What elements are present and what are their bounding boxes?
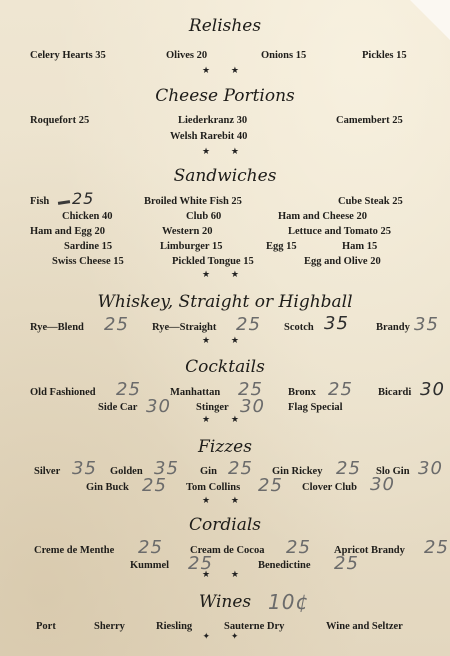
handwritten-price: 10¢ [268, 590, 310, 614]
heading-whiskey: Whiskey, Straight or Highball [97, 292, 353, 312]
heading-fizzes: Fizzes [198, 437, 252, 457]
handwritten-price: 25 [258, 475, 283, 496]
handwritten-price: 25 [336, 458, 361, 479]
handwritten-price: 30 [418, 458, 443, 479]
item-limburger: Limburger 15 [160, 241, 223, 252]
crossed-out-price [58, 200, 70, 205]
heading-cocktails: Cocktails [185, 357, 265, 377]
item-club: Club 60 [186, 211, 222, 222]
item-riesling: Riesling [156, 621, 193, 632]
item-benedictine: Benedictine [258, 560, 311, 571]
item-onions: Onions 15 [261, 50, 307, 61]
handwritten-price: 35 [324, 313, 349, 334]
heading-wines: Wines [198, 592, 252, 612]
item-fish: Fish [30, 196, 50, 207]
handwritten-price: 25 [138, 537, 163, 558]
item-swiss-cheese: Swiss Cheese 15 [52, 256, 124, 267]
divider-stars: ★ ★ [202, 415, 248, 425]
handwritten-price: 25 [104, 314, 129, 335]
item-olives: Olives 20 [166, 50, 208, 61]
handwritten-price: 30 [370, 474, 395, 495]
heading-sandwiches: Sandwiches [173, 166, 277, 186]
item-sherry: Sherry [94, 621, 125, 632]
item-western: Western 20 [162, 226, 213, 237]
item-wine-and-seltzer: Wine and Seltzer [326, 621, 403, 632]
handwritten-price: 35 [154, 458, 179, 479]
divider-stars: ✦ ✦ [202, 632, 248, 642]
item-flag-special: Flag Special [288, 402, 343, 413]
item-port: Port [36, 621, 56, 632]
item-roquefort: Roquefort 25 [30, 115, 90, 126]
item-lettuce-and-tomato: Lettuce and Tomato 25 [288, 226, 391, 237]
handwritten-price: 25 [142, 475, 167, 496]
handwritten-price: 25 [238, 379, 263, 400]
item-pickled-tongue: Pickled Tongue 15 [172, 256, 254, 267]
handwritten-price: 25 [328, 379, 353, 400]
item-bronx: Bronx [288, 387, 316, 398]
handwritten-price: 25 [72, 189, 95, 208]
item-rye-straight: Rye—Straight [152, 322, 217, 333]
divider-stars: ★ ★ [202, 147, 248, 157]
handwritten-price: 30 [240, 396, 265, 417]
item-sauterne-dry: Sauterne Dry [224, 621, 285, 632]
heading-relishes: Relishes [188, 16, 262, 36]
item-pickles: Pickles 15 [362, 50, 407, 61]
divider-stars: ★ ★ [202, 496, 248, 506]
handwritten-price: 25 [334, 553, 359, 574]
item-creme-de-menthe: Creme de Menthe [34, 545, 115, 556]
handwritten-price: 35 [414, 314, 439, 335]
handwritten-price: 30 [146, 396, 171, 417]
handwritten-price: 30 [420, 379, 445, 400]
divider-stars: ★ ★ [202, 570, 248, 580]
item-stinger: Stinger [196, 402, 229, 413]
item-silver: Silver [34, 466, 61, 477]
handwritten-price: 35 [72, 458, 97, 479]
handwritten-price: 25 [286, 537, 311, 558]
item-old-fashioned: Old Fashioned [30, 387, 96, 398]
item-gin-buck: Gin Buck [86, 482, 129, 493]
handwritten-price: 25 [424, 537, 449, 558]
item-camembert: Camembert 25 [336, 115, 403, 126]
divider-stars: ★ ★ [202, 270, 248, 280]
item-apricot-brandy: Apricot Brandy [334, 545, 405, 556]
item-liederkranz: Liederkranz 30 [178, 115, 248, 126]
item-kummel: Kummel [130, 560, 170, 571]
handwritten-price: 25 [188, 553, 213, 574]
item-egg: Egg 15 [266, 241, 297, 252]
handwritten-price: 25 [116, 379, 141, 400]
item-ham: Ham 15 [342, 241, 378, 252]
item-tom-collins: Tom Collins [186, 482, 241, 493]
item-slo-gin: Slo Gin [376, 466, 410, 477]
item-gin-rickey: Gin Rickey [272, 466, 323, 477]
item-ham-and-cheese: Ham and Cheese 20 [278, 211, 367, 222]
item-brandy: Brandy [376, 322, 410, 333]
item-broiled-white-fish: Broiled White Fish 25 [144, 196, 242, 207]
divider-stars: ★ ★ [202, 336, 248, 346]
heading-cordials: Cordials [189, 515, 261, 535]
item-sardine: Sardine 15 [64, 241, 113, 252]
heading-cheese: Cheese Portions [155, 86, 295, 106]
handwritten-price: 25 [236, 314, 261, 335]
item-manhattan: Manhattan [170, 387, 221, 398]
divider-stars: ★ ★ [202, 66, 248, 76]
item-clover-club: Clover Club [302, 482, 357, 493]
item-golden: Golden [110, 466, 143, 477]
item-gin: Gin [200, 466, 217, 477]
item-rye-blend: Rye—Blend [30, 322, 84, 333]
item-bicardi: Bicardi [378, 387, 412, 398]
handwritten-price: 25 [228, 458, 253, 479]
item-ham-and-egg: Ham and Egg 20 [30, 226, 105, 237]
item-welsh-rarebit: Welsh Rarebit 40 [170, 131, 248, 142]
item-egg-and-olive: Egg and Olive 20 [304, 256, 381, 267]
item-chicken: Chicken 40 [62, 211, 113, 222]
item-celery-hearts: Celery Hearts 35 [30, 50, 106, 61]
item-cube-steak: Cube Steak 25 [338, 196, 403, 207]
item-cream-de-cocoa: Cream de Cocoa [190, 545, 265, 556]
item-side-car: Side Car [98, 402, 138, 413]
item-scotch: Scotch [284, 322, 314, 333]
